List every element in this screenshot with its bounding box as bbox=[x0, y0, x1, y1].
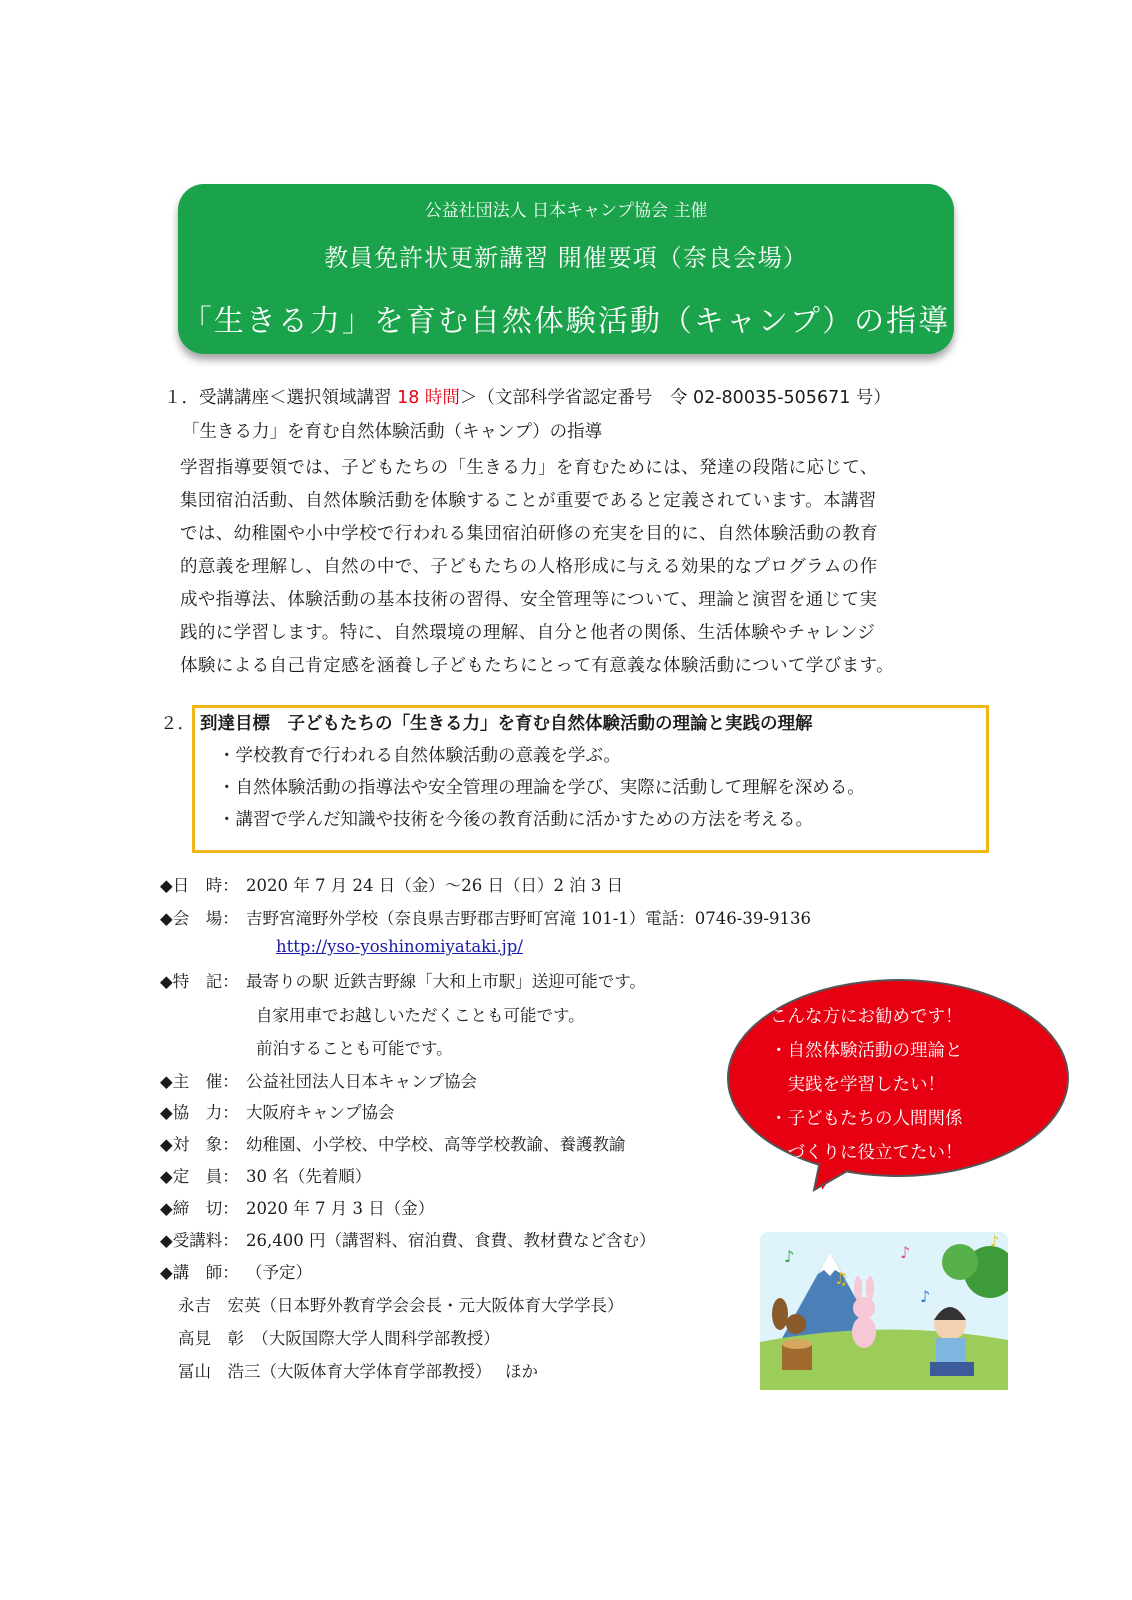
bubble-line: ・子どもたちの人間関係 bbox=[770, 1109, 963, 1129]
notes-label: ◆特 記： bbox=[160, 972, 239, 991]
bubble-line: ・自然体験活動の理論と bbox=[770, 1041, 963, 1061]
section1-description bbox=[180, 452, 960, 683]
notes-line: 最寄りの駅 近鉄吉野線「大和上市駅」送迎可能です。 bbox=[246, 972, 646, 991]
description-line: では、幼稚園や小中学校で行われる集団宿泊研修の充実を目的に、自然体験活動の教育 bbox=[180, 524, 879, 544]
notes-line: 前泊することも可能です。 bbox=[256, 1039, 453, 1058]
svg-text:♪: ♪ bbox=[990, 1234, 999, 1250]
goal-item: ・学校教育で行われる自然体験活動の意義を学ぶ。 bbox=[218, 746, 621, 766]
notes-line: 自家用車でお越しいただくことも可能です。 bbox=[256, 1006, 585, 1025]
info-fee bbox=[160, 1227, 655, 1251]
host-value: 公益社団法人日本キャンプ協会 bbox=[246, 1072, 477, 1091]
svg-text:♪: ♪ bbox=[784, 1247, 795, 1266]
description-line: 集団宿泊活動、自然体験活動を体験することが重要であると定義されています。本講習 bbox=[180, 491, 877, 511]
fee-label: ◆受講料： bbox=[160, 1231, 239, 1250]
section1-hours: 18 時間 bbox=[397, 388, 460, 408]
description-line: 践的に学習します。特に、自然環境の理解、自分と他者の関係、生活体験やチャレンジ bbox=[180, 623, 876, 643]
cooperation-value: 大阪府キャンプ協会 bbox=[246, 1103, 395, 1122]
header-banner bbox=[178, 184, 954, 354]
description-line: 成や指導法、体験活動の基本技術の習得、安全管理等について、理論と演習を通じて実 bbox=[180, 590, 878, 610]
capacity-label: ◆定 員： bbox=[160, 1167, 239, 1186]
info-notes bbox=[160, 968, 646, 992]
cooperation-label: ◆協 力： bbox=[160, 1103, 239, 1122]
info-deadline bbox=[160, 1195, 434, 1219]
bubble-text bbox=[770, 1000, 1040, 1170]
lecturer-label: ◆講 師： bbox=[160, 1263, 239, 1282]
lecturer-entry: 高見 彰 （大阪国際大学人間科学部教授） bbox=[178, 1329, 500, 1348]
lecturer-entry: 冨山 浩三（大阪体育大学体育学部教授） ほか bbox=[178, 1362, 538, 1381]
venue-value: 吉野宮滝野外学校（奈良県吉野郡吉野町宮滝 101-1）電話：0746-39-9136 bbox=[246, 909, 811, 928]
venue-label: ◆会 場： bbox=[160, 909, 239, 928]
bubble-line: づくりに役立てたい！ bbox=[770, 1143, 963, 1163]
capacity-value: 30 名（先着順） bbox=[246, 1167, 372, 1186]
info-cooperation bbox=[160, 1099, 395, 1123]
rabbit-icon bbox=[852, 1316, 876, 1348]
document-subtitle: 教員免許状更新講習 開催要項（奈良会場） bbox=[324, 244, 808, 272]
date-label: ◆日 時： bbox=[160, 876, 239, 895]
deadline-value: 2020 年 7 月 3 日（金） bbox=[246, 1199, 435, 1218]
info-capacity bbox=[160, 1163, 371, 1187]
course-title: 「生きる力」を育む自然体験活動（キャンプ）の指導 bbox=[181, 304, 951, 339]
description-line: 的意義を理解し、自然の中で、子どもたちの人格形成に与える効果的なプログラムの作 bbox=[180, 557, 878, 577]
target-label: ◆対 象： bbox=[160, 1135, 239, 1154]
bubble-line: 実践を学習したい！ bbox=[770, 1075, 945, 1095]
bubble-line: こんな方にお勧めです！ bbox=[770, 1007, 963, 1027]
goal-item: ・講習で学んだ知識や技術を今後の教育活動に活かすための方法を考える。 bbox=[218, 810, 813, 830]
info-host bbox=[160, 1068, 477, 1092]
svg-text:♪: ♪ bbox=[900, 1243, 911, 1262]
description-line: 体験による自己肯定感を涵養し子どもたちにとって有意義な体験活動について学びます。 bbox=[180, 656, 894, 676]
svg-text:♪: ♪ bbox=[920, 1287, 931, 1306]
organizer-line: 公益社団法人 日本キャンプ協会 主催 bbox=[424, 201, 708, 221]
camp-illustration bbox=[760, 1232, 1008, 1390]
section2-number: ２． bbox=[160, 714, 195, 734]
svg-text:♫: ♫ bbox=[834, 1269, 849, 1288]
section1-heading-suffix: ＞（文部科学省認定番号 令 02-80035-505671 号） bbox=[459, 388, 891, 408]
venue-url-link[interactable]: http://yso-yoshinomiyataki.jp/ bbox=[276, 937, 523, 956]
target-value: 幼稚園、小学校、中学校、高等学校教諭、養護教諭 bbox=[246, 1135, 626, 1154]
section1-course-name: 「生きる力」を育む自然体験活動（キャンプ）の指導 bbox=[182, 422, 603, 442]
info-venue bbox=[160, 905, 811, 929]
section1-heading-prefix: １．受講講座＜選択領域講習 bbox=[164, 388, 398, 408]
section2-heading: 到達目標 子どもたちの「生きる力」を育む自然体験活動の理論と実践の理解 bbox=[200, 714, 813, 734]
info-date bbox=[160, 872, 623, 896]
date-value: 2020 年 7 月 24 日（金）～26 日（日）2 泊 3 日 bbox=[246, 876, 624, 895]
description-line: 学習指導要領では、子どもたちの「生きる力」を育むためには、発達の段階に応じて、 bbox=[180, 458, 878, 478]
info-target bbox=[160, 1131, 626, 1155]
goal-item: ・自然体験活動の指導法や安全管理の理論を学び、実際に活動して理解を深める。 bbox=[218, 778, 865, 798]
host-label: ◆主 催： bbox=[160, 1072, 239, 1091]
lecturer-value: （予定） bbox=[246, 1263, 312, 1282]
squirrel-icon bbox=[786, 1314, 806, 1334]
section1-heading bbox=[164, 386, 891, 410]
fee-value: 26,400 円（講習料、宿泊費、食費、教材費など含む） bbox=[246, 1231, 656, 1250]
info-lecturers bbox=[160, 1259, 312, 1283]
lecturer-entry: 永吉 宏英（日本野外教育学会会長・元大阪体育大学学長） bbox=[178, 1296, 624, 1315]
deadline-label: ◆締 切： bbox=[160, 1199, 239, 1218]
